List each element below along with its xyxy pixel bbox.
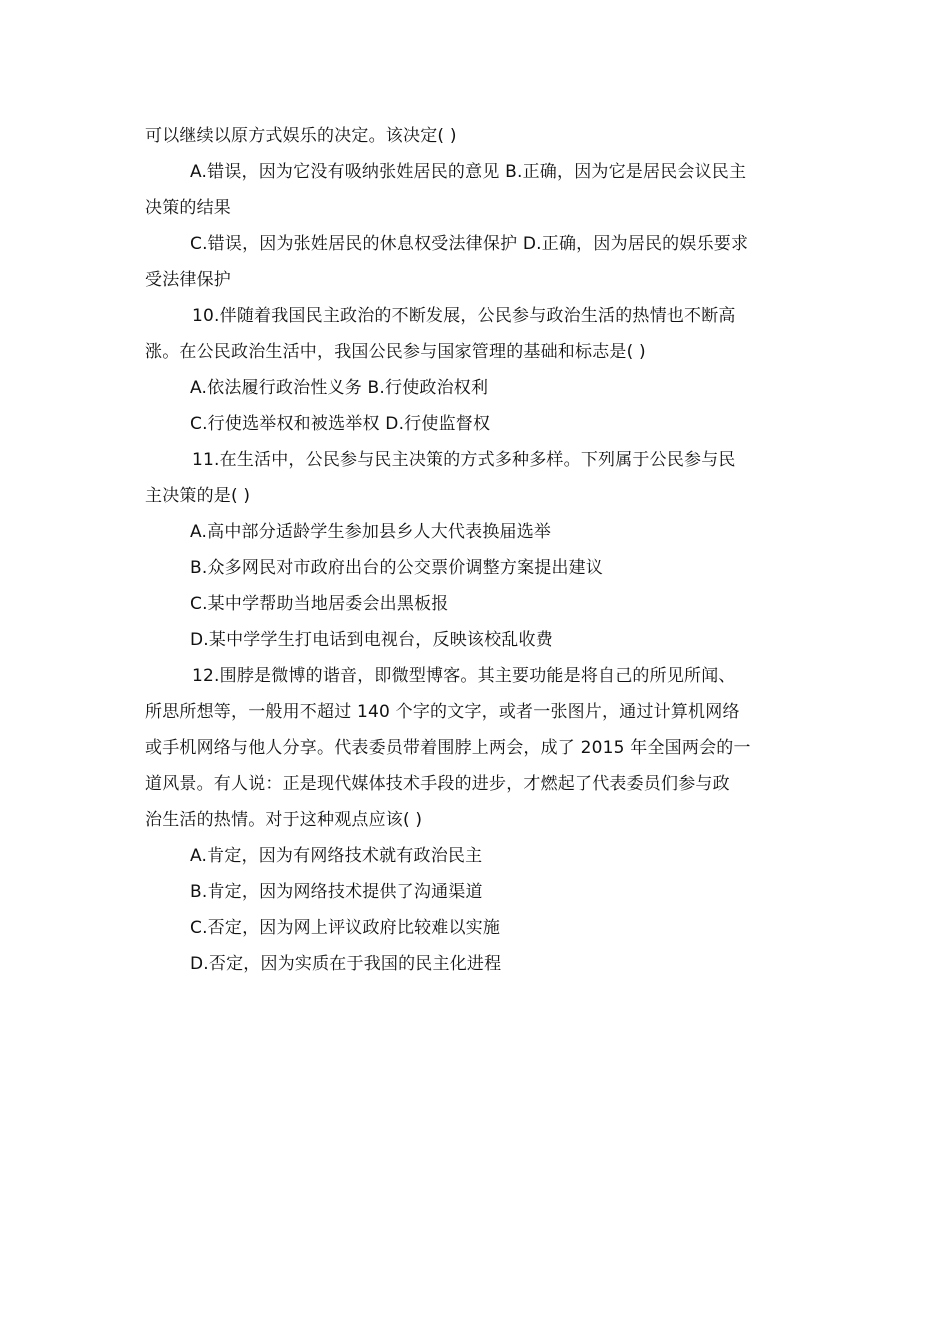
question-10-start: 10.伴随着我国民主政治的不断发展，公民参与政治生活的热情也不断高 [192, 306, 736, 326]
text-line: 涨。在公民政治生活中，我国公民参与国家管理的基础和标志是( ) [145, 342, 646, 362]
option-line: A.高中部分适龄学生参加县乡人大代表换届选举 [190, 522, 552, 542]
option-line: B.众多网民对市政府出台的公交票价调整方案提出建议 [190, 558, 604, 578]
option-line: C.否定，因为网上评议政府比较难以实施 [190, 918, 501, 938]
text-line: 治生活的热情。对于这种观点应该( ) [145, 810, 423, 830]
option-line: B.肯定，因为网络技术提供了沟通渠道 [190, 882, 483, 902]
text-line: 可以继续以原方式娱乐的决定。该决定( ) [145, 126, 457, 146]
option-line: A.依法履行政治性义务 B.行使政治权利 [190, 378, 489, 398]
option-line: C.某中学帮助当地居委会出黑板报 [190, 594, 449, 614]
option-line: A.肯定，因为有网络技术就有政治民主 [190, 846, 483, 866]
option-line: C.错误，因为张姓居民的休息权受法律保护 D.正确，因为居民的娱乐要求 [190, 234, 749, 254]
text-line: 所思所想等，一般用不超过 140 个字的文字，或者一张图片，通过计算机网络 [145, 702, 740, 722]
text-line: 决策的结果 [145, 198, 231, 218]
option-line: A.错误，因为它没有吸纳张姓居民的意见 B.正确，因为它是居民会议民主 [190, 162, 747, 182]
question-11-start: 11.在生活中，公民参与民主决策的方式多种多样。下列属于公民参与民 [192, 450, 736, 470]
option-line: D.某中学学生打电话到电视台，反映该校乱收费 [190, 630, 553, 650]
text-line: 道风景。有人说：正是现代媒体技术手段的进步，才燃起了代表委员们参与政 [145, 774, 730, 794]
text-line: 主决策的是( ) [145, 486, 251, 506]
option-line: C.行使选举权和被选举权 D.行使监督权 [190, 414, 491, 434]
text-line: 受法律保护 [145, 270, 231, 290]
question-12-start: 12.围脖是微博的谐音，即微型博客。其主要功能是将自己的所见所闻、 [192, 666, 736, 686]
option-line: D.否定，因为实质在于我国的民主化进程 [190, 954, 502, 974]
text-line: 或手机网络与他人分享。代表委员带着围脖上两会，成了 2015 年全国两会的一 [145, 738, 751, 758]
